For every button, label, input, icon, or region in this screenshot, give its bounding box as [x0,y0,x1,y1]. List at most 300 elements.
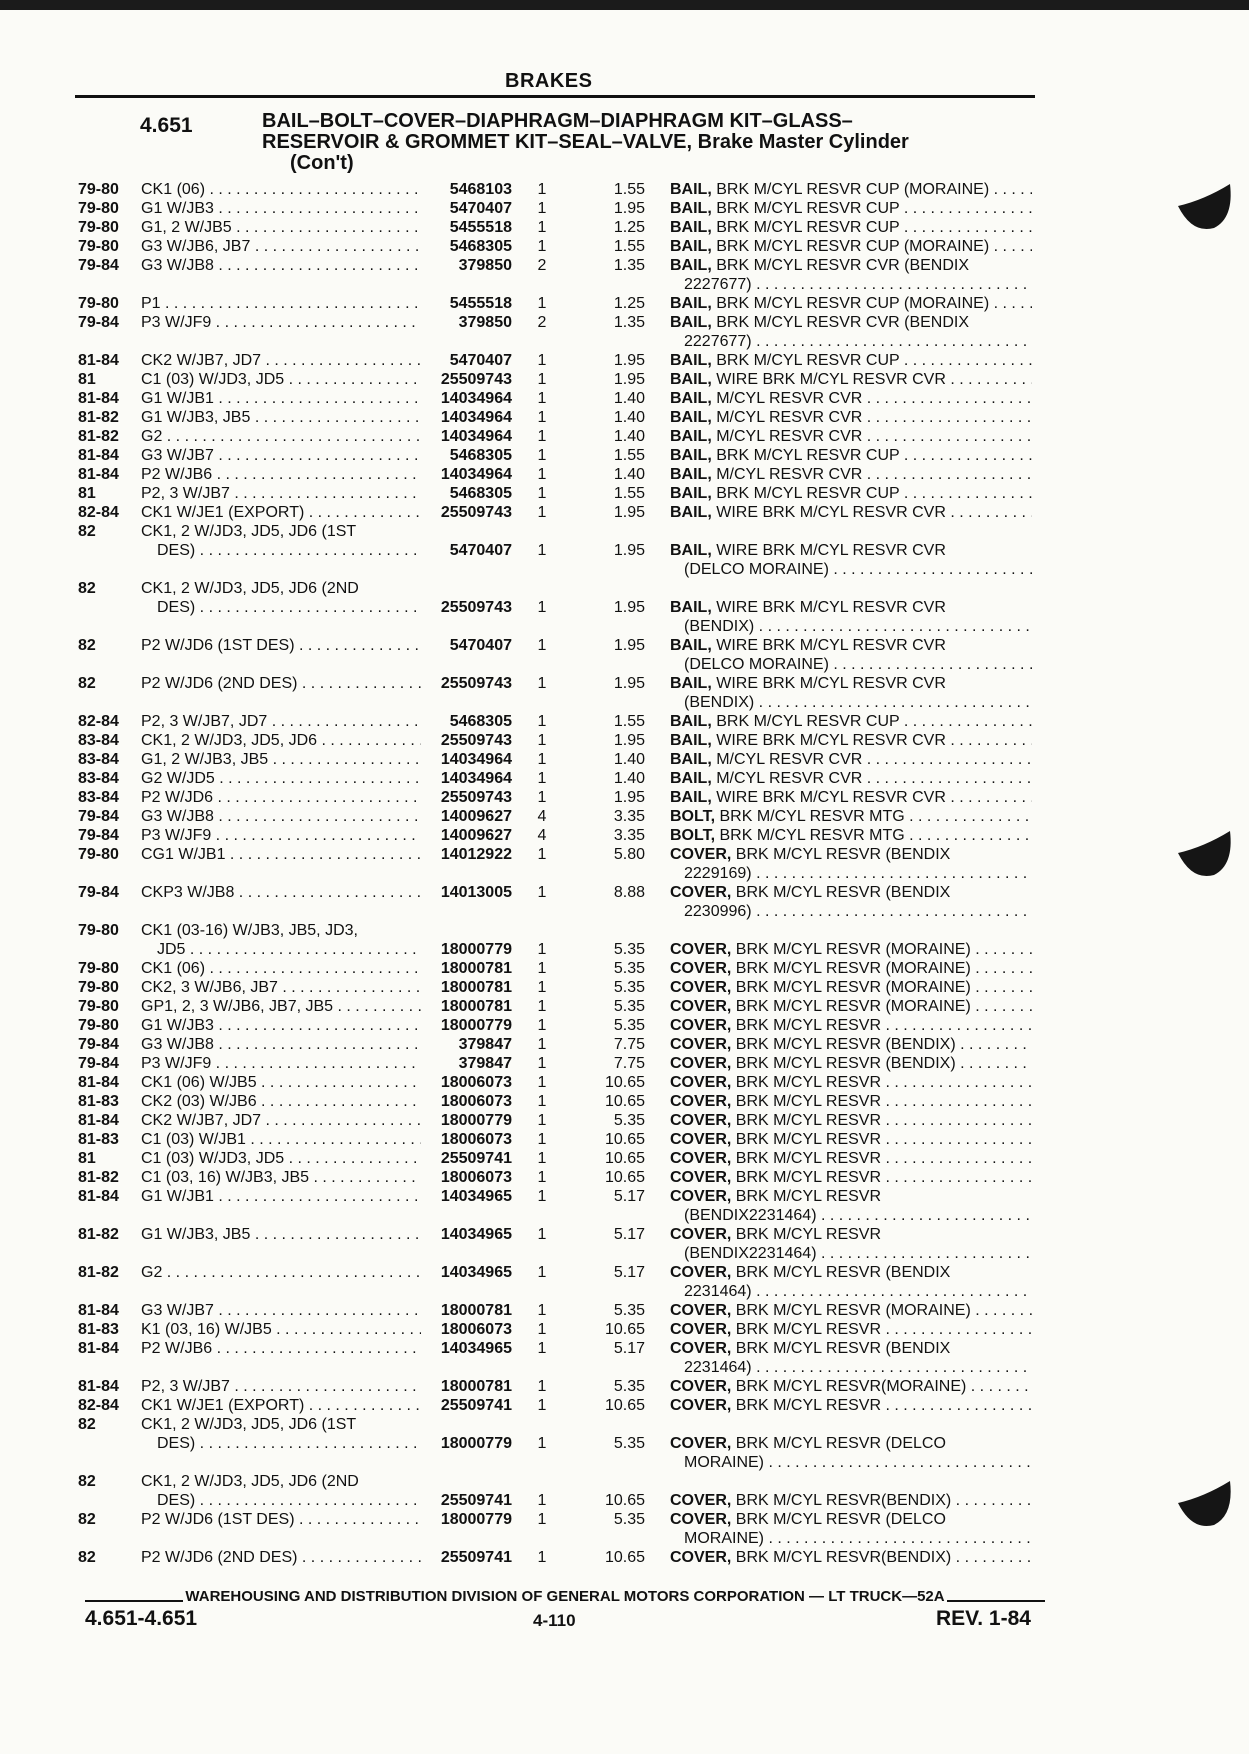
part-description: BAIL, BRK M/CYL RESVR CUP . . . [670,218,1032,237]
table-row [0,503,1249,522]
part-description: COVER, BRK M/CYL RESVR . . . [670,1073,1032,1092]
model-year: 81 [78,485,96,502]
part-description: BAIL, M/CYL RESVR CVR . . . [670,769,1032,788]
part-number: 5455518 [449,219,512,236]
model-application: GP1, 2, 3 W/JB6, JB7, JB5 . . . [141,997,421,1016]
quantity: 1 [537,1226,547,1243]
quantity: 1 [537,466,547,483]
model-application: G1 W/JB3 . . . [141,1016,421,1035]
price: 10.65 [604,1150,645,1167]
part-number: 18000781 [440,998,512,1015]
description-keyword: BAIL, [670,713,712,730]
description-keyword: BAIL, [670,428,712,445]
model-application: P2 W/JD6 (1ST DES) . . . [141,1510,421,1529]
description-keyword: COVER, [670,1397,732,1414]
table-row-continuation [0,275,1249,294]
description-keyword: COVER, [670,1131,732,1148]
model-application: CK1 W/JE1 (EXPORT) . . . [141,1396,421,1415]
part-number: 5470407 [449,352,512,369]
model-application: G3 W/JB6, JB7 . . . [141,237,421,256]
heading-line-2-rest: Brake Master Cylinder [692,131,909,153]
part-number: 5470407 [449,200,512,217]
quantity: 1 [537,1549,547,1566]
description-keyword: BAIL, [670,770,712,787]
part-number: 379850 [458,314,512,331]
model-year: 82 [78,1511,96,1528]
price: 1.40 [613,409,645,426]
part-description-cont: (BENDIX2231464) . . . [684,1206,1032,1225]
model-application: G3 W/JB8 . . . [141,1035,421,1054]
description-keyword: COVER, [670,1435,732,1452]
table-row [0,1301,1249,1320]
part-description: COVER, BRK M/CYL RESVR (MORAINE) . . . [670,997,1032,1016]
table-row [0,674,1249,693]
binder-hole-icon [1174,825,1234,885]
table-row [0,1092,1249,1111]
model-year: 82-84 [78,713,119,730]
price: 5.17 [613,1340,645,1357]
description-keyword: BAIL, [670,504,712,521]
part-number: 25509743 [440,675,512,692]
price: 1.95 [613,504,645,521]
price: 5.17 [613,1188,645,1205]
table-row [0,788,1249,807]
model-application: CK1, 2 W/JD3, JD5, JD6 (1ST [141,523,357,540]
table-row-continuation [0,1358,1249,1377]
model-application: CK1 (03-16) W/JB3, JB5, JD3, [141,922,358,939]
part-description: BOLT, BRK M/CYL RESVR MTG . . . [670,826,1032,845]
part-description: COVER, BRK M/CYL RESVR (DELCO [670,1511,946,1528]
part-number: 14034964 [440,409,512,426]
model-application: CK1 (06) . . . [141,959,421,978]
part-description: BAIL, M/CYL RESVR CVR . . . [670,750,1032,769]
part-description: COVER, BRK M/CYL RESVR . . . [670,1130,1032,1149]
part-number: 25509743 [440,789,512,806]
model-application: G3 W/JB8 . . . [141,807,421,826]
price: 7.75 [613,1055,645,1072]
model-application: G3 W/JB7 . . . [141,1301,421,1320]
description-keyword: COVER, [670,1378,732,1395]
quantity: 1 [537,789,547,806]
table-row [0,1396,1249,1415]
quantity: 1 [537,504,547,521]
table-row [0,1548,1249,1567]
model-application: G3 W/JB7 . . . [141,446,421,465]
model-application: G2 . . . [141,1263,421,1282]
table-row [0,1035,1249,1054]
table-row [0,1130,1249,1149]
model-application: CK1, 2 W/JD3, JD5, JD6 . . . [141,731,421,750]
part-description: BAIL, BRK M/CYL RESVR CUP . . . [670,199,1032,218]
table-row [0,1320,1249,1339]
price: 5.35 [613,1017,645,1034]
model-application: P3 W/JF9 . . . [141,826,421,845]
part-description: COVER, BRK M/CYL RESVR . . . [670,1111,1032,1130]
quantity: 1 [537,1264,547,1281]
model-year: 82 [78,523,96,540]
price: 5.35 [613,1302,645,1319]
model-year: 81-82 [78,428,119,445]
revision: REV. 1-84 [936,1607,1031,1630]
table-row [0,1187,1249,1206]
table-row-continuation [0,617,1249,636]
part-number: 379847 [458,1055,512,1072]
part-description: BAIL, M/CYL RESVR CVR . . . [670,465,1032,484]
part-number: 18000779 [440,1017,512,1034]
price: 1.95 [613,789,645,806]
part-number: 14034965 [440,1226,512,1243]
price: 5.35 [613,998,645,1015]
part-number: 18000779 [440,1112,512,1129]
footer-division: WAREHOUSING AND DISTRIBUTION DIVISION OF GENERAL MOTORS CORPORATION — LT TRUCK—52A [185,1588,945,1605]
description-keyword: BAIL, [670,485,712,502]
quantity: 4 [537,808,547,825]
part-number: 14034965 [440,1188,512,1205]
part-description-cont: MORAINE) . . . [684,1453,1032,1472]
part-description: BAIL, M/CYL RESVR CVR . . . [670,389,1032,408]
part-number: 18006073 [440,1074,512,1091]
price: 10.65 [604,1093,645,1110]
description-keyword: BAIL, [670,542,712,559]
part-description: BAIL, BRK M/CYL RESVR CUP (MORAINE) . . . [670,237,1032,256]
binder-hole-icon [1174,178,1234,238]
part-number: 14013005 [440,884,512,901]
table-row-continuation [0,1434,1249,1453]
model-year: 82 [78,637,96,654]
quantity: 1 [537,1188,547,1205]
description-keyword: COVER, [670,1321,732,1338]
quantity: 1 [537,713,547,730]
price: 10.65 [604,1549,645,1566]
quantity: 1 [537,941,547,958]
table-row [0,218,1249,237]
part-description: COVER, BRK M/CYL RESVR (DELCO [670,1435,946,1452]
description-keyword: BAIL, [670,390,712,407]
part-description: COVER, BRK M/CYL RESVR . . . [670,1016,1032,1035]
price: 5.35 [613,1112,645,1129]
model-year: 79-80 [78,922,119,939]
part-number: 5470407 [449,542,512,559]
description-keyword: COVER, [670,1302,732,1319]
model-year: 79-80 [78,181,119,198]
price: 10.65 [604,1397,645,1414]
description-keyword: BAIL, [670,238,712,255]
model-application-cont: DES) . . . [157,1434,421,1453]
table-row [0,427,1249,446]
description-keyword: COVER, [670,1093,732,1110]
model-application: P2 W/JD6 (1ST DES) . . . [141,636,421,655]
model-year: 81-84 [78,390,119,407]
model-year: 81-84 [78,1302,119,1319]
part-number: 14012922 [440,846,512,863]
model-year: 81-84 [78,1340,119,1357]
price: 10.65 [604,1131,645,1148]
model-year: 82-84 [78,1397,119,1414]
table-row [0,845,1249,864]
part-number: 18006073 [440,1131,512,1148]
model-application: C1 (03, 16) W/JB3, JB5 . . . [141,1168,421,1187]
part-description: COVER, BRK M/CYL RESVR(BENDIX) . . . [670,1491,1032,1510]
description-keyword: BAIL, [670,409,712,426]
model-application: CK2 (03) W/JB6 . . . [141,1092,421,1111]
model-year: 82 [78,675,96,692]
price: 1.40 [613,466,645,483]
model-application: C1 (03) W/JD3, JD5 . . . [141,1149,421,1168]
part-number: 18006073 [440,1321,512,1338]
part-number: 14034964 [440,390,512,407]
price: 10.65 [604,1321,645,1338]
table-row [0,370,1249,389]
part-number: 25509741 [440,1397,512,1414]
table-row-continuation [0,940,1249,959]
quantity: 1 [537,1150,547,1167]
quantity: 1 [537,181,547,198]
description-keyword: COVER, [670,1112,732,1129]
table-row [0,294,1249,313]
model-application: CK2 W/JB7, JD7 . . . [141,1111,421,1130]
model-application: P3 W/JF9 . . . [141,1054,421,1073]
part-description: BAIL, WIRE BRK M/CYL RESVR CVR . . . [670,370,1032,389]
price: 5.80 [613,846,645,863]
model-year: 79-84 [78,314,119,331]
quantity: 1 [537,352,547,369]
model-year: 82 [78,1549,96,1566]
table-row-continuation [0,560,1249,579]
table-row [0,351,1249,370]
quantity: 1 [537,1169,547,1186]
model-application-cont: JD5 . . . [157,940,421,959]
quantity: 1 [537,1378,547,1395]
part-description: BAIL, M/CYL RESVR CVR . . . [670,427,1032,446]
part-description: BAIL, BRK M/CYL RESVR CUP . . . [670,712,1032,731]
table-row [0,1168,1249,1187]
price: 10.65 [604,1074,645,1091]
quantity: 1 [537,447,547,464]
part-number: 25509743 [440,732,512,749]
table-row [0,1054,1249,1073]
model-year: 82-84 [78,504,119,521]
price: 5.35 [613,1378,645,1395]
table-row-continuation [0,1491,1249,1510]
part-description: COVER, BRK M/CYL RESVR (MORAINE) . . . [670,978,1032,997]
model-application: CK2, 3 W/JB6, JB7 . . . [141,978,421,997]
model-application: K1 (03, 16) W/JB5 . . . [141,1320,421,1339]
part-description: COVER, BRK M/CYL RESVR (BENDIX [670,1264,951,1281]
quantity: 1 [537,1397,547,1414]
model-year: 79-80 [78,1017,119,1034]
model-application-cont: DES) . . . [157,541,421,560]
model-year: 81-83 [78,1131,119,1148]
table-row [0,522,1249,541]
table-row-continuation [0,1529,1249,1548]
part-description: COVER, BRK M/CYL RESVR (BENDIX [670,846,951,863]
part-description: COVER, BRK M/CYL RESVR (BENDIX) . . . [670,1054,1032,1073]
price: 5.35 [613,979,645,996]
part-number: 18000779 [440,1511,512,1528]
description-keyword: BOLT, [670,827,716,844]
part-description: COVER, BRK M/CYL RESVR [670,1188,882,1205]
model-year: 81-82 [78,1264,119,1281]
quantity: 2 [537,314,547,331]
quantity: 1 [537,846,547,863]
part-description-cont: MORAINE) . . . [684,1529,1032,1548]
model-year: 82 [78,1473,96,1490]
model-year: 81-82 [78,1169,119,1186]
table-row [0,446,1249,465]
description-keyword: COVER, [670,884,732,901]
model-year: 82 [78,1416,96,1433]
part-description: BAIL, WIRE BRK M/CYL RESVR CVR [670,675,946,692]
quantity: 1 [537,1321,547,1338]
description-keyword: COVER, [670,1036,732,1053]
model-application: G1, 2 W/JB5 . . . [141,218,421,237]
description-keyword: COVER, [670,979,732,996]
price: 5.35 [613,960,645,977]
price: 1.55 [613,485,645,502]
model-year: 82 [78,580,96,597]
price: 1.55 [613,447,645,464]
price: 5.35 [613,1511,645,1528]
model-year: 79-84 [78,257,119,274]
model-application: G2 W/JD5 . . . [141,769,421,788]
part-description: BOLT, BRK M/CYL RESVR MTG . . . [670,807,1032,826]
model-year: 79-80 [78,846,119,863]
model-year: 81-83 [78,1093,119,1110]
quantity: 1 [537,1435,547,1452]
model-year: 81-83 [78,1321,119,1338]
quantity: 1 [537,960,547,977]
description-keyword: BAIL, [670,675,712,692]
quantity: 1 [537,295,547,312]
part-number: 379847 [458,1036,512,1053]
part-description-cont: 2231464) . . . [684,1282,1032,1301]
model-year: 79-80 [78,295,119,312]
model-year: 79-84 [78,1055,119,1072]
description-keyword: BAIL, [670,732,712,749]
price: 1.95 [613,200,645,217]
price: 1.55 [613,181,645,198]
part-number: 5455518 [449,295,512,312]
description-keyword: BAIL, [670,789,712,806]
part-description: COVER, BRK M/CYL RESVR(MORAINE) . . . [670,1377,1032,1396]
table-row [0,484,1249,503]
table-row [0,959,1249,978]
description-keyword: BAIL, [670,200,712,217]
model-application: G1 W/JB1 . . . [141,389,421,408]
part-description: COVER, BRK M/CYL RESVR . . . [670,1092,1032,1111]
part-description-cont: (DELCO MORAINE) . . . [684,655,1032,674]
quantity: 1 [537,371,547,388]
model-application: P2 W/JD6 (2ND DES) . . . [141,674,421,693]
table-row [0,1073,1249,1092]
part-description: COVER, BRK M/CYL RESVR . . . [670,1149,1032,1168]
description-keyword: COVER, [670,1017,732,1034]
description-keyword: BAIL, [670,257,712,274]
part-description: BAIL, BRK M/CYL RESVR CUP . . . [670,351,1032,370]
part-number: 18006073 [440,1093,512,1110]
model-application: C1 (03) W/JB1 . . . [141,1130,421,1149]
table-row [0,237,1249,256]
quantity: 1 [537,200,547,217]
quantity: 1 [537,637,547,654]
model-year: 79-84 [78,884,119,901]
table-row [0,921,1249,940]
table-row [0,1016,1249,1035]
quantity: 1 [537,409,547,426]
part-number: 5468305 [449,447,512,464]
model-year: 81-84 [78,466,119,483]
price: 1.95 [613,599,645,616]
part-description: BAIL, BRK M/CYL RESVR CUP (MORAINE) . . . [670,294,1032,313]
price: 1.40 [613,428,645,445]
description-keyword: COVER, [670,1226,732,1243]
quantity: 1 [537,485,547,502]
model-application: CG1 W/JB1 . . . [141,845,421,864]
heading-line-1: BAIL–BOLT–COVER–DIAPHRAGM–DIAPHRAGM KIT–GLASS– [262,110,853,132]
footer-range: 4.651-4.651 [85,1607,198,1630]
description-keyword: BAIL, [670,637,712,654]
table-row [0,408,1249,427]
model-year: 81-84 [78,1378,119,1395]
table-row-continuation [0,332,1249,351]
part-number: 18000779 [440,1435,512,1452]
part-number: 379850 [458,257,512,274]
model-application-cont: DES) . . . [157,1491,421,1510]
part-number: 18000781 [440,960,512,977]
heading-line-2-bold: RESERVOIR & GROMMET KIT–SEAL–VALVE, [262,131,693,153]
table-row [0,313,1249,332]
quantity: 1 [537,1055,547,1072]
table-row-continuation [0,1453,1249,1472]
table-row [0,826,1249,845]
table-row [0,750,1249,769]
table-row [0,731,1249,750]
quantity: 1 [537,1302,547,1319]
model-application: CKP3 W/JB8 . . . [141,883,421,902]
price: 1.95 [613,732,645,749]
model-application: G1 W/JB3, JB5 . . . [141,1225,421,1244]
part-description-cont: 2229169) . . . [684,864,1032,883]
footer-rule-right [947,1600,1045,1602]
model-application: G1 W/JB1 . . . [141,1187,421,1206]
description-keyword: BAIL, [670,314,712,331]
quantity: 1 [537,998,547,1015]
part-number: 14034965 [440,1340,512,1357]
quantity: 1 [537,1131,547,1148]
quantity: 1 [537,1492,547,1509]
model-year: 79-80 [78,979,119,996]
model-application: G1 W/JB3 . . . [141,199,421,218]
part-description: BAIL, WIRE BRK M/CYL RESVR CVR . . . [670,788,1032,807]
model-year: 83-84 [78,732,119,749]
table-row [0,1263,1249,1282]
price: 3.35 [613,827,645,844]
part-description: BAIL, BRK M/CYL RESVR CUP . . . [670,484,1032,503]
model-year: 79-80 [78,200,119,217]
table-row [0,997,1249,1016]
price: 5.17 [613,1264,645,1281]
part-number: 5468103 [449,181,512,198]
part-number: 25509741 [440,1150,512,1167]
part-description-cont: (DELCO MORAINE) . . . [684,560,1032,579]
part-description: BAIL, WIRE BRK M/CYL RESVR CVR [670,542,946,559]
description-keyword: BAIL, [670,295,712,312]
quantity: 1 [537,599,547,616]
model-application: P2 W/JB6 . . . [141,465,421,484]
model-application: C1 (03) W/JD3, JD5 . . . [141,370,421,389]
table-row-continuation [0,541,1249,560]
quantity: 1 [537,542,547,559]
